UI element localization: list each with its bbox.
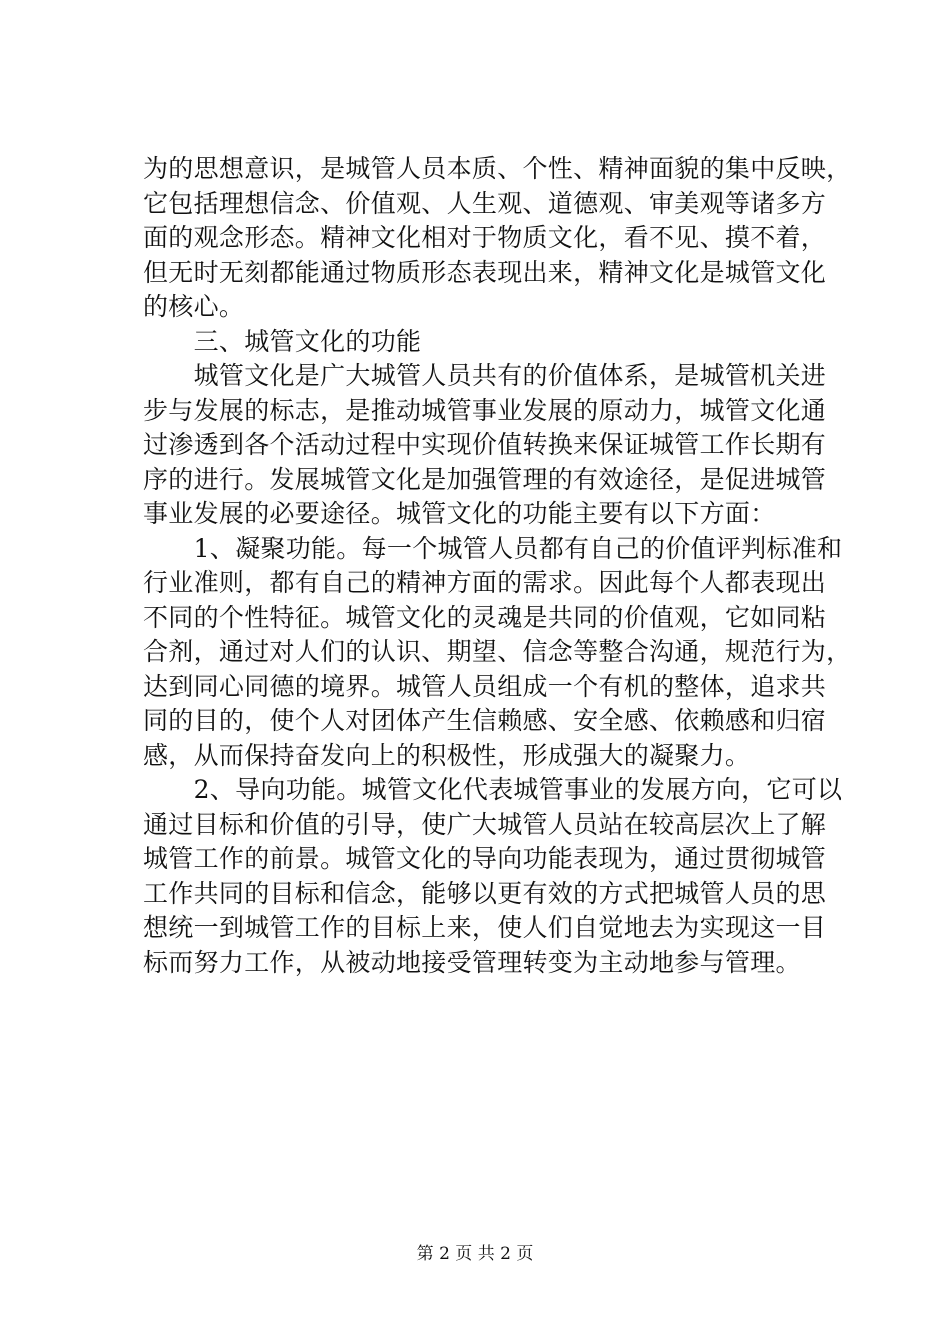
page-number-footer: 第 2 页 共 2 页: [416, 1244, 534, 1264]
section-heading: 三、城管文化的功能: [143, 326, 422, 356]
text-line: 2、导向功能。城管文化代表城管事业的发展方向，它可以: [143, 775, 843, 804]
text-line: 1、凝聚功能。每一个城管人员都有自己的价值评判标准和: [143, 533, 843, 563]
text-line: 事业发展的必要途径。城管文化的功能主要有以下方面：: [143, 499, 776, 528]
text-line: 但无时无刻都能通过物质形态表现出来，精神文化是城管文化: [143, 257, 827, 287]
text-line: 想统一到城管工作的目标上来，使人们自觉地去为实现这一目: [143, 913, 827, 942]
text-line: 城管工作的前景。城管文化的导向功能表现为，通过贯彻城管: [143, 844, 827, 873]
text-line: 通过目标和价值的引导，使广大城管人员站在较高层次上了解: [143, 809, 827, 839]
text-line: 感，从而保持奋发向上的积极性，形成强大的凝聚力。: [143, 740, 751, 770]
text-line: 的核心。: [143, 292, 245, 321]
text-line: 它包括理想信念、价值观、人生观、道德观、审美观等诸多方: [143, 188, 827, 218]
text-line: 步与发展的标志，是推动城管事业发展的原动力，城管文化通: [143, 395, 827, 425]
text-line: 标而努力工作，从被动地接受管理转变为主动地参与管理。: [143, 947, 801, 977]
body-text: [143, 152, 852, 980]
text-line: 不同的个性特征。城管文化的灵魂是共同的价值观，它如同粘: [143, 602, 827, 632]
text-line: 合剂，通过对人们的认识、期望、信念等整合沟通，规范行为，: [143, 637, 852, 666]
text-line: 城管文化是广大城管人员共有的价值体系，是城管机关进: [143, 361, 827, 390]
text-line: 面的观念形态。精神文化相对于物质文化，看不见、摸不着，: [143, 223, 827, 252]
text-line: 工作共同的目标和信念，能够以更有效的方式把城管人员的思: [143, 878, 827, 908]
text-line: 序的进行。发展城管文化是加强管理的有效途径，是促进城管: [143, 464, 827, 494]
text-line: 为的思想意识，是城管人员本质、个性、精神面貌的集中反映，: [143, 154, 852, 183]
text-line: 过渗透到各个活动过程中实现价值转换来保证城管工作长期有: [143, 430, 827, 459]
text-line: 同的目的，使个人对团体产生信赖感、安全感、依赖感和归宿: [143, 706, 827, 735]
text-line: 行业准则，都有自己的精神方面的需求。因此每个人都表现出: [143, 568, 827, 597]
text-line: 达到同心同德的境界。城管人员组成一个有机的整体，追求共: [143, 671, 827, 701]
